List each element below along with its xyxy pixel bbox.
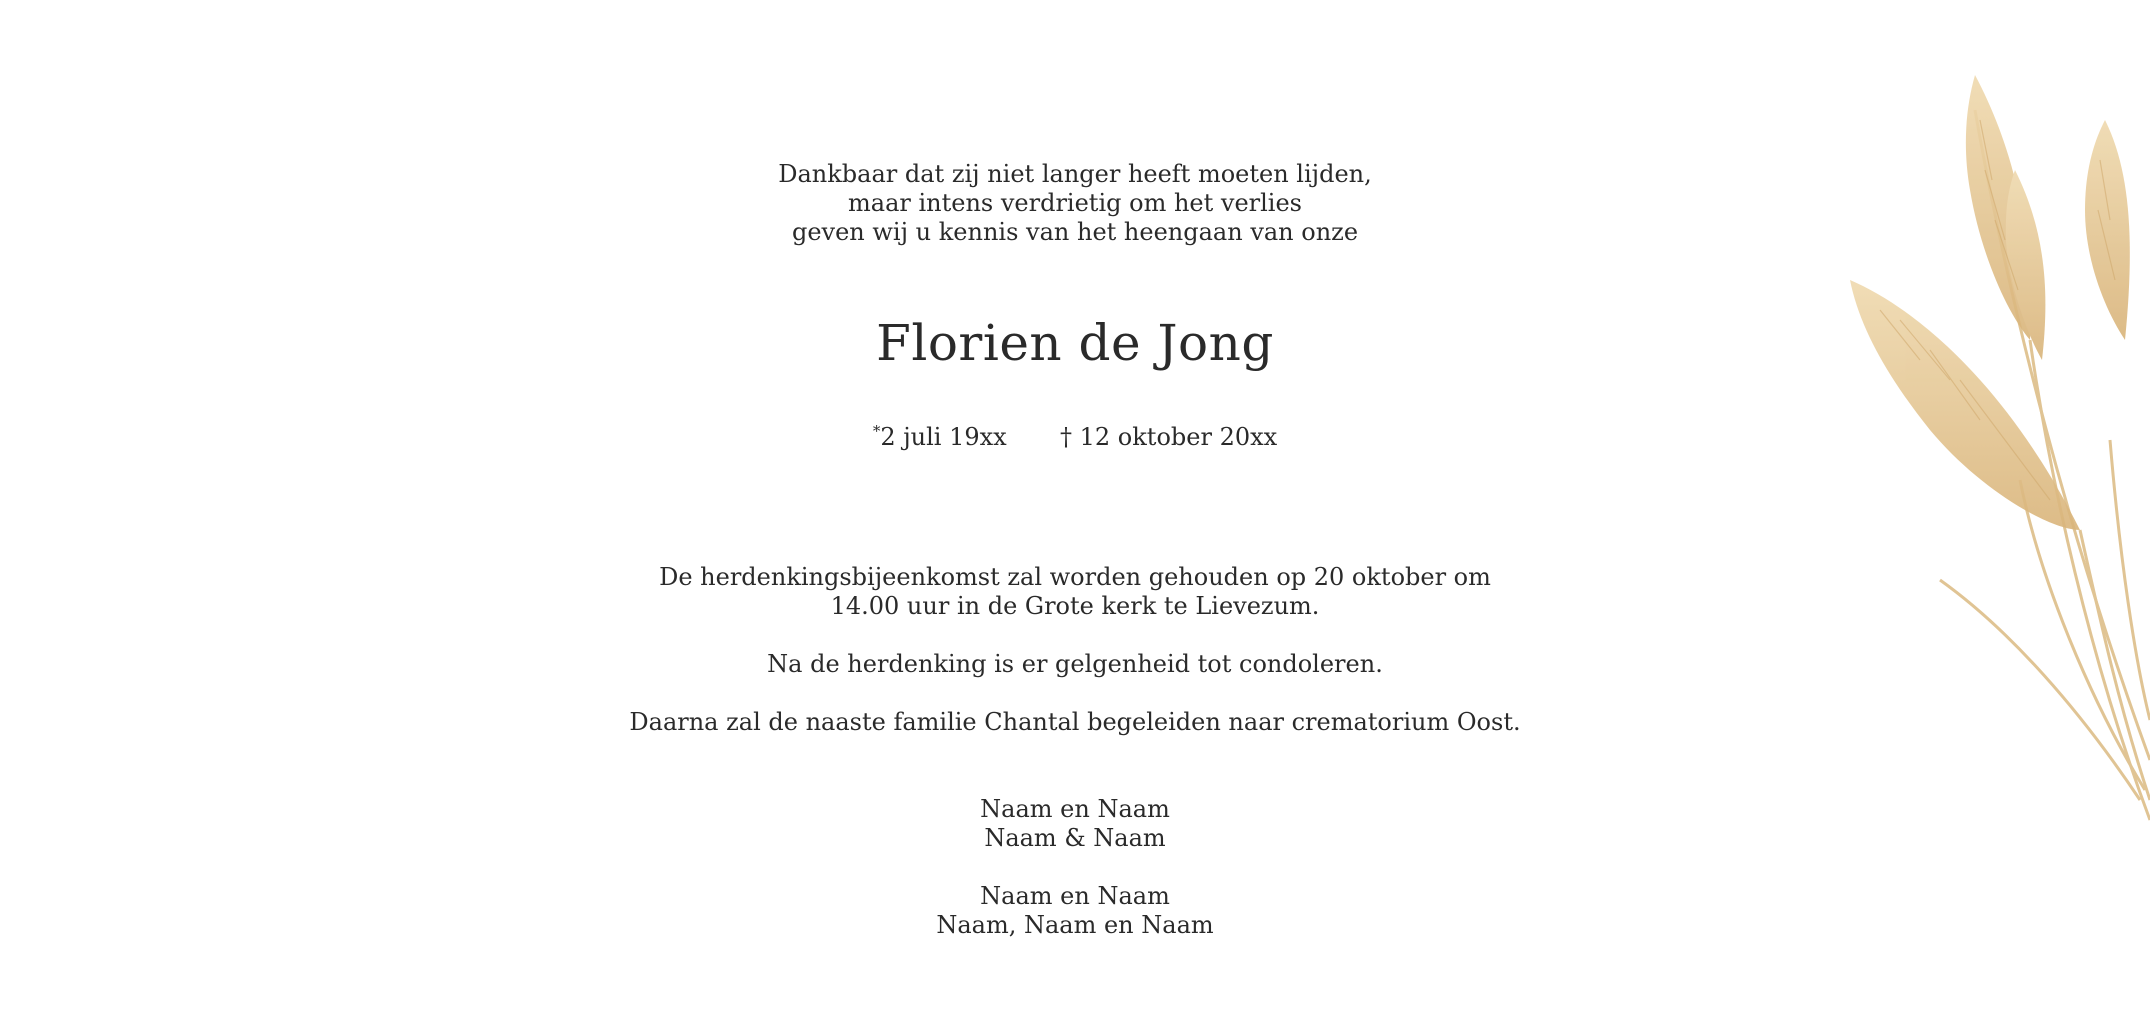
death-date-group <box>1060 422 1277 452</box>
death-date: 12 oktober 20xx <box>1079 423 1278 451</box>
family-group-2 <box>575 882 1575 940</box>
death-symbol: † <box>1060 423 1072 451</box>
family-names <box>575 795 1575 969</box>
condolences-text: Na de herdenking is er gelgenheid tot condoleren. <box>767 650 1383 678</box>
ceremony-details <box>575 563 1575 766</box>
family-name-line: Naam & Naam <box>984 824 1166 852</box>
life-dates <box>575 416 1575 452</box>
pampas-grass-icon <box>1780 60 2150 840</box>
ceremony-line-2: 14.00 uur in de Grote kerk te Lievezum. <box>830 592 1320 620</box>
cremation-text: Daarna zal de naaste familie Chantal begeleiden naar crematorium Oost. <box>629 708 1521 736</box>
intro-line-1: Dankbaar dat zij niet langer heeft moeten lijden, <box>778 160 1372 188</box>
intro-text <box>575 160 1575 247</box>
birth-date: 2 juli 19xx <box>880 423 1007 451</box>
birth-date-group <box>873 416 1007 452</box>
family-name-line: Naam en Naam <box>980 795 1170 823</box>
ceremony-announcement <box>575 563 1575 621</box>
intro-line-2: maar intens verdrietig om het verlies <box>848 189 1302 217</box>
family-group-1 <box>575 795 1575 853</box>
family-name-line: Naam, Naam en Naam <box>936 911 1214 939</box>
ceremony-line-1: De herdenkingsbijeenkomst zal worden gehouden op 20 oktober om <box>659 563 1491 591</box>
birth-symbol: * <box>872 422 881 440</box>
family-name-line: Naam en Naam <box>980 882 1170 910</box>
intro-line-3: geven wij u kennis van het heengaan van onze <box>791 218 1359 246</box>
deceased-name: Florien de Jong <box>876 314 1274 372</box>
